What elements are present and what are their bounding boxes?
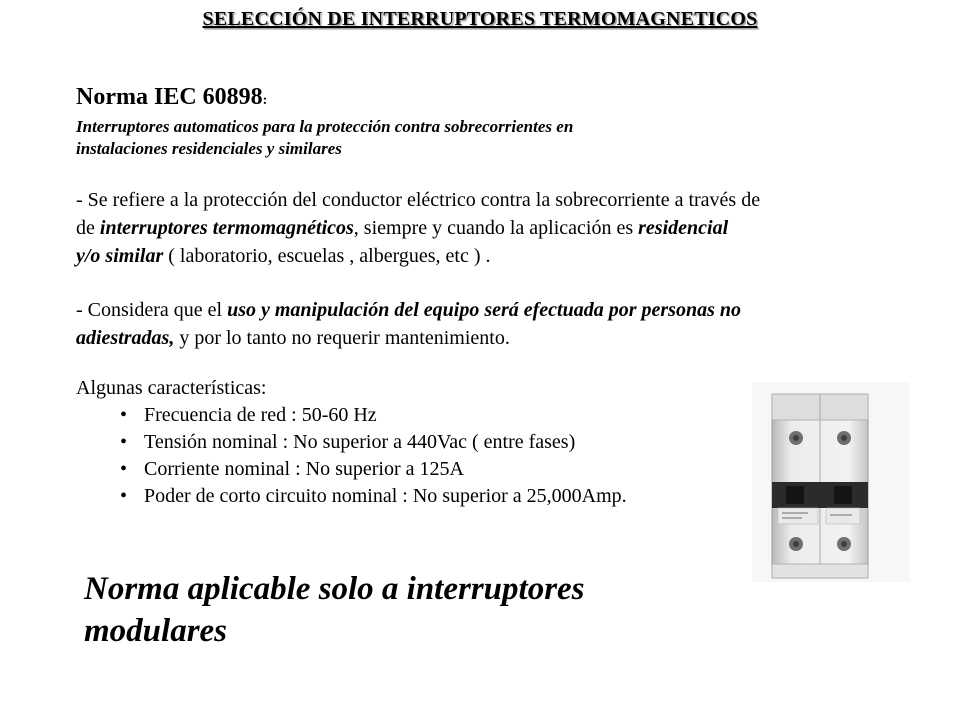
norma-label: Norma IEC 60898 (76, 84, 263, 110)
para2-line2-bold: adiestradas, (76, 327, 175, 349)
para1-line1: - Se refiere a la protección del conductor eléctrico contra la sobrecorriente a través de (76, 189, 761, 211)
norma-subtitle-line2: instalaciones residenciales y similares (76, 139, 342, 158)
feature-item: • Poder de corto circuito nominal : No superior a 25,000Amp. (120, 483, 916, 510)
norma-heading (76, 82, 916, 116)
para2-line2-post: y por lo tanto no requerir mantenimiento. (174, 327, 510, 349)
para1-line2-bold2: residencial (638, 217, 729, 239)
para1-line2 (76, 214, 916, 242)
para1-line3 (76, 242, 916, 270)
para1-line2-mid: , siempre y cuando la aplicación es (353, 217, 639, 239)
norma-subtitle-line1: Interruptores automaticos para la protección contra sobrecorrientes en (76, 117, 574, 136)
footer-note (84, 568, 724, 652)
spacer (76, 270, 916, 296)
feature-item: • Tensión nominal : No superior a 440Vac ( entre fases) (120, 429, 916, 456)
footer-line1: Norma aplicable solo a interruptores (84, 571, 585, 607)
para1-line2-pre: de (76, 217, 100, 239)
para2-line2 (76, 324, 916, 352)
spacer (76, 160, 916, 186)
circuit-breaker-image (752, 382, 910, 582)
norma-colon: : (262, 93, 268, 108)
para1-line3-post: ( laboratorio, escuelas , albergues, etc ) . (163, 245, 491, 267)
footer-line2: modulares (84, 613, 228, 649)
para1-line3-bold: y/o similar (76, 245, 164, 267)
feature-item: • Corriente nominal : No superior a 125A (120, 456, 916, 483)
para2-line1-pre: - Considera que el (76, 299, 228, 321)
features-heading: Algunas características: (76, 377, 267, 399)
para1-line2-bold: interruptores termomagnéticos (99, 217, 354, 239)
para2-line1 (76, 296, 916, 324)
feature-item: • Frecuencia de red : 50-60 Hz (120, 402, 916, 429)
spacer (76, 352, 916, 374)
para2-line1-bold: uso y manipulación del equipo será efectuada por personas no (227, 299, 741, 321)
page-title: SELECCIÓN DE INTERRUPTORES TERMOMAGNETICOS (202, 8, 758, 30)
